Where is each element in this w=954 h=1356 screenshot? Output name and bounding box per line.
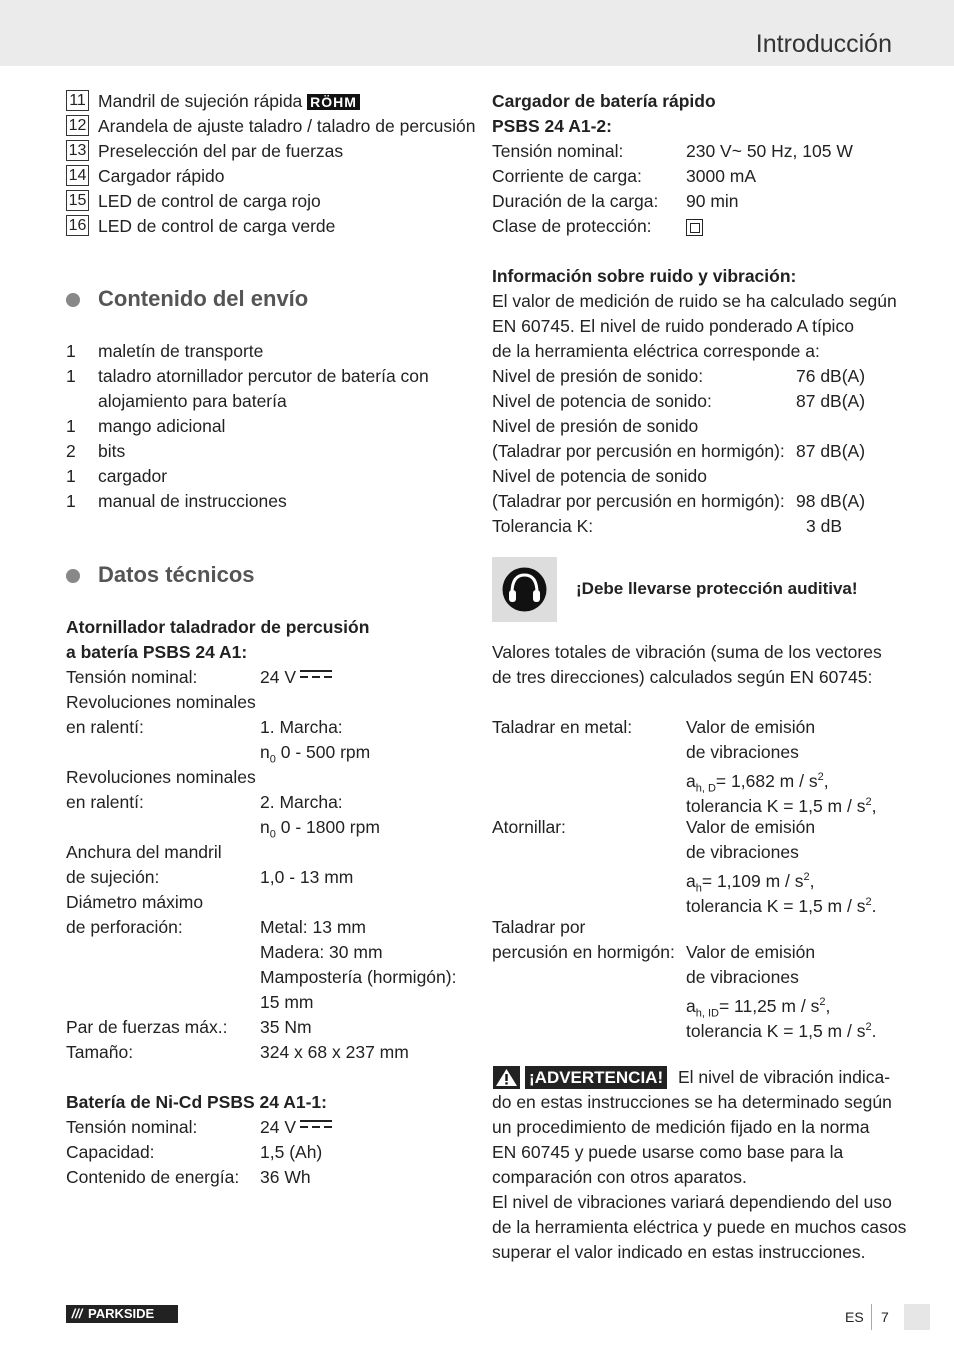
rohm-logo: RÖHM [307, 94, 360, 110]
vibration-intro: de tres direcciones) calculados según EN 60745: [492, 667, 873, 687]
noise-intro: de la herramienta eléctrica corresponde a: [492, 341, 820, 361]
protection-class-icon [686, 214, 703, 239]
spec-value: Madera: 30 mm [260, 942, 383, 962]
part-number: 12 [66, 115, 89, 136]
item-text: mango adicional [98, 416, 226, 436]
warning-text: El nivel de vibraciones variará dependiendo del uso [492, 1192, 892, 1212]
part-number: 13 [66, 140, 89, 161]
warning-text: de la herramienta eléctrica y puede en muchos casos [492, 1217, 907, 1237]
battery-title: Batería de Ni-Cd PSBS 24 A1-1: [66, 1092, 327, 1112]
item-text: alojamiento para batería [98, 391, 287, 411]
page-header [0, 0, 954, 66]
noise-label: (Taladrar por percusión en hormigón): [492, 441, 785, 461]
item-text: taladro atornillador percutor de batería con [98, 366, 429, 386]
ear-protection-warning: ¡Debe llevarse protección auditiva! [576, 579, 858, 598]
footer-tab-box [904, 1304, 930, 1330]
part-number: 16 [66, 215, 89, 236]
noise-value: 87 dB(A) [796, 441, 866, 461]
footer-divider [871, 1304, 872, 1330]
spec-label: Diámetro máximo [66, 892, 204, 912]
dc-symbol-icon [300, 1120, 332, 1130]
warning-text: un procedimiento de medición fijado en la norma [492, 1117, 870, 1137]
page-title: Introducción [755, 30, 892, 58]
part-label: LED de control de carga rojo [98, 191, 321, 211]
item-qty: 1 [66, 366, 76, 386]
spec-label: Contenido de energía: [66, 1167, 240, 1187]
spec-value: 324 x 68 x 237 mm [260, 1042, 409, 1062]
vibration-text: de vibraciones [686, 742, 799, 762]
spec-label: Clase de protección: [492, 216, 652, 236]
spec-label: Capacidad: [66, 1142, 155, 1162]
spec-label: de perforación: [66, 917, 183, 937]
noise-value: 98 dB(A) [796, 491, 866, 511]
warning-text: EN 60745 y puede usarse como base para la [492, 1142, 844, 1162]
section-heading-contents: Contenido del envío [98, 286, 308, 312]
spec-value: $n_0$ 0 - 1800 rpm [260, 817, 380, 841]
item-text: bits [98, 441, 126, 461]
vibration-text: Valor de emisión [686, 717, 816, 737]
charger-title: Cargador de batería rápido [492, 91, 716, 111]
item-text: manual de instrucciones [98, 491, 287, 511]
part-number: 14 [66, 165, 89, 186]
spec-value: 1. Marcha: [260, 717, 343, 737]
spec-label: de sujeción: [66, 867, 160, 887]
page-number: 7 [881, 1309, 889, 1325]
spec-label: Revoluciones nominales [66, 767, 256, 787]
item-text: cargador [98, 466, 168, 486]
part-number: 15 [66, 190, 89, 211]
spec-value: 24 V [260, 665, 332, 690]
warning-label: ¡ADVERTENCIA! [525, 1066, 667, 1089]
part-number: 11 [66, 90, 89, 111]
spec-value: 3000 mA [686, 166, 757, 186]
spec-value: 1,5 (Ah) [260, 1142, 323, 1162]
noise-label: Tolerancia K: [492, 516, 594, 536]
spec-label: Tensión nominal: [492, 141, 624, 161]
vibration-tolerance: tolerancia K = 1,5 m / $s^2$, [686, 795, 877, 816]
spec-value: 230 V~ 50 Hz, 105 W [686, 141, 853, 161]
spec-value: 1,0 - 13 mm [260, 867, 354, 887]
spec-value: 36 Wh [260, 1167, 311, 1187]
spec-value: 2. Marcha: [260, 792, 343, 812]
noise-label: Nivel de presión de sonido: [492, 366, 704, 386]
part-label: Preselección del par de fuerzas [98, 141, 344, 161]
warning-text: comparación con otros aparatos. [492, 1167, 747, 1187]
section-heading-tech: Datos técnicos [98, 562, 255, 588]
spec-label: Duración de la carga: [492, 191, 659, 211]
noise-intro: El valor de medición de ruido se ha calculado según [492, 291, 897, 311]
spec-label: Tensión nominal: [66, 1117, 198, 1137]
spec-value: 35 Nm [260, 1017, 312, 1037]
spec-label: Corriente de carga: [492, 166, 642, 186]
noise-value: 87 dB(A) [796, 391, 866, 411]
spec-value: Metal: 13 mm [260, 917, 366, 937]
spec-label: Tensión nominal: [66, 667, 198, 687]
vibration-text: Valor de emisión [686, 942, 816, 962]
spec-value: 15 mm [260, 992, 314, 1012]
vibration-label: Taladrar por [492, 917, 586, 937]
noise-value: 3 dB [806, 516, 842, 536]
vibration-value: $a_h= 1,109$ m / $s^2$, [686, 870, 815, 895]
warning-text: do en estas instrucciones se ha determinado según [492, 1092, 892, 1112]
vibration-label: Taladrar en metal: [492, 717, 633, 737]
item-qty: 2 [66, 441, 76, 461]
bullet-icon [66, 293, 80, 307]
spec-label: Revoluciones nominales [66, 692, 256, 712]
warning-triangle-icon [493, 1066, 520, 1089]
language-code: ES [845, 1309, 864, 1325]
vibration-label: percusión en hormigón: [492, 942, 675, 962]
spec-value: $n_0$ 0 - 500 rpm [260, 742, 371, 766]
item-qty: 1 [66, 491, 76, 511]
spec-value: 90 min [686, 191, 739, 211]
noise-label: (Taladrar por percusión en hormigón): [492, 491, 785, 511]
spec-label: Tamaño: [66, 1042, 134, 1062]
vibration-value: $a_{h, D}= 1,682$ m / $s^2$, [686, 770, 829, 795]
spec-value: 24 V [260, 1115, 332, 1140]
item-text: maletín de transporte [98, 341, 264, 361]
dc-symbol-icon [300, 670, 332, 680]
part-label: LED de control de carga verde [98, 216, 336, 236]
spec-value: Mampostería (hormigón): [260, 967, 457, 987]
item-qty: 1 [66, 416, 76, 436]
vibration-text: de vibraciones [686, 967, 799, 987]
noise-value: 76 dB(A) [796, 366, 866, 386]
vibration-text: de vibraciones [686, 842, 799, 862]
drill-title: a batería PSBS 24 A1: [66, 642, 248, 662]
spec-label: en ralentí: [66, 792, 144, 812]
charger-title: PSBS 24 A1-2: [492, 116, 612, 136]
vibration-value: $a_{h, ID}= 11,25$ m / $s^2$, [686, 995, 831, 1020]
item-qty: 1 [66, 341, 76, 361]
noise-label: Nivel de potencia de sonido [492, 466, 708, 486]
warning-text: superar el valor indicado en estas instrucciones. [492, 1242, 866, 1262]
spec-label: en ralentí: [66, 717, 144, 737]
bullet-icon [66, 569, 80, 583]
spec-label: Anchura del mandril [66, 842, 222, 862]
ear-protection-icon [492, 557, 557, 622]
noise-intro: EN 60745. El nivel de ruido ponderado A típico [492, 316, 854, 336]
warning-text: El nivel de vibración indica- [678, 1067, 891, 1087]
spec-label: Par de fuerzas máx.: [66, 1017, 228, 1037]
drill-title: Atornillador taladrador de percusión [66, 617, 370, 637]
vibration-intro: Valores totales de vibración (suma de los vectores [492, 642, 882, 662]
vibration-tolerance: tolerancia K = 1,5 m / $s^2$. [686, 895, 877, 916]
noise-label: Nivel de presión de sonido [492, 416, 699, 436]
noise-title: Información sobre ruido y vibración: [492, 266, 797, 286]
vibration-text: Valor de emisión [686, 817, 816, 837]
noise-label: Nivel de potencia de sonido: [492, 391, 712, 411]
vibration-label: Atornillar: [492, 817, 566, 837]
part-label: Arandela de ajuste taladro / taladro de percusión [98, 116, 476, 136]
parkside-logo: /// PARKSIDE [66, 1305, 178, 1323]
part-label: Cargador rápido [98, 166, 225, 186]
part-label: Mandril de sujeción rápida RÖHM [98, 89, 360, 114]
vibration-tolerance: tolerancia K = 1,5 m / $s^2$. [686, 1020, 877, 1041]
item-qty: 1 [66, 466, 76, 486]
